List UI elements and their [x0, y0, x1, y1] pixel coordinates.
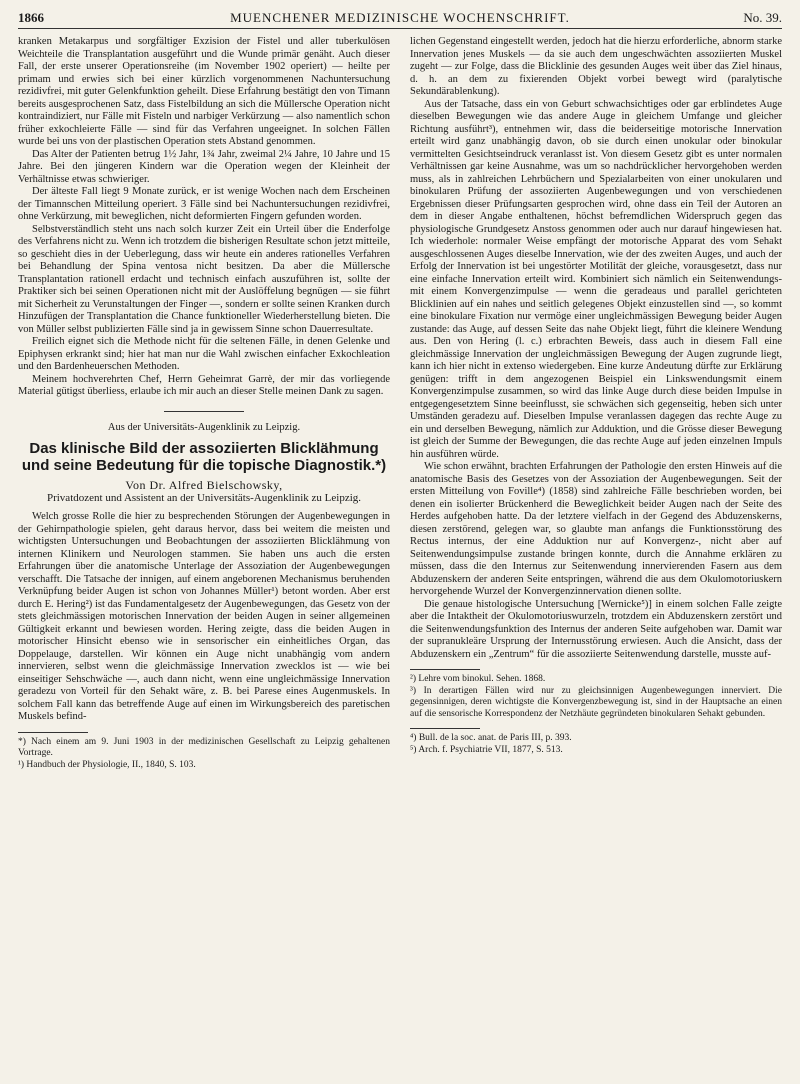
journal-title: MUENCHENER MEDIZINISCHE WOCHENSCHRIFT.: [230, 10, 570, 25]
paragraph: Welch grosse Rolle die hier zu besprechenden Störungen der Augenbewegungen in der Gehirnpathologie spielen, geht daraus hervor, dass bei weitem die meisten und wichtigsten Untersuchungen und Beobachtungen der assoziierten Blicklähmung von internen Klinikern und Neurologen stammen. Sie haben uns auch die ersten Erfahrungen über die anatomische Unterlage der Assoziation der Augenbewegungen verschafft. Die Tatsache der innigen, auf einem angeborenen Mechanismus beruhenden Verknüpfung beider Augen ist schon von Johannes Müller¹) betont worden. Aber erst durch E. Hering²) ist das Fundamentalgesetz der Augenbewegungen, das Gesetz von der stets gleichmässigen motorischen Innervation der beiden Augen in seiner allgemeinen Gültigkeit erkannt und bewiesen worden. Hering zeigte, dass die beiden Augen in motorischer Hinsicht ebenso wie in sensorischer ein einheitliches Organ, das Doppelauge, darstellen. Wir können ein Auge nicht unabhängig vom andern innervieren, selbst wenn die gleichmässige Innervation zwecklos ist — wie bei einseitiger Sehschwäche —, auch dann nicht, wenn eine ungleichmässige Innervation geradezu von Vorteil für den Sehakt wäre, z. B. bei Parese eines Augenmuskels. In solchem Fall kann das betreffende Auge auf einen im Wirkungsbereich des paretischen Muskels befind-: [18, 511, 390, 722]
footnote: ¹) Handbuch der Physiologie, II., 1840, S. 103.: [18, 759, 196, 770]
footnote-rule: [18, 732, 88, 733]
right-column: [410, 36, 782, 1076]
paragraph: kranken Metakarpus und sorgfältiger Exzision der Fistel und aller tuberkulösen Weichteile die Transplantation ausgeführt und die Wunde primär genäht. Auch dieser Fall, der erste unserer Operationsreihe (im November 1902 operiert) — heilte per primam und erwies sich bei einer kürzlich vorgenommenen Nachuntersuchung rezidivfrei, mit guter Gelenkfunktion geheilt. Diese Erfahrung bestätigt den von Timann bereits ausgesprochenen Satz, dass Fistelbildung an sich die Müllersche Operation nicht kontraindiziert, nur Fälle mit Fisteln und narbiger Verkürzung — also namentlich schon früher exkochleierte Fälle — sind für das Verfahren ungeeignet. In solchen Fällen wurde bei uns von der plastischen Operation stets Abstand genommen.: [18, 36, 390, 147]
article-title: Das klinische Bild der assoziierten Blicklähmung und seine Bedeutung für die topische Diagnostik.*): [21, 440, 387, 474]
paragraph: Meinem hochverehrten Chef, Herrn Geheimrat Garrè, der mir das vorliegende Material gütigst überliess, erlaube ich mir auch an dieser Stelle meinen Dank zu sagen.: [18, 373, 390, 397]
paragraph: Selbstverständlich steht uns nach solch kurzer Zeit ein Urteil über die Enderfolge des Verfahrens nicht zu. Wenn ich trotzdem die bisherigen Resultate schon jetzt mitteile, so geschieht dies in der Ueberlegung, dass wir heute ein anderes rationelles Verfahren bei Behandlung der Spina ventosa nicht besitzen. Da aber die Müllersche Transplantation rationell erdacht und technisch einfach auszuführen ist, sollte der Praktiker sich bei seinen Operationen nicht mit der Auslöffelung begnügen — sie führt mit Sicherheit zu Verunstaltungen der Finger —, sondern er sollte seinen Kranken durch Hinzufügen der Transplantation die Chance funktioneller Wiederherstellung bieten. Die von Müller selbst publizierten Fälle sind ja in gewissem Sinne schon Dauerresultate.: [18, 223, 390, 335]
paragraph: Freilich eignet sich die Methode nicht für die seltenen Fälle, in denen Gelenke und Epiphysen erkrankt sind; hier hat man nur die Wahl zwischen einfacher Exkochleation und den Bardenheuerschen Methoden.: [18, 336, 390, 372]
paragraph: lichen Gegenstand eingestellt werden, jedoch hat die hierzu erforderliche, abnorm starke Innervation jenes Muskels — da sie auch dem ungeschwächten assoziierten Muskel zugeht — zur Folge, dass die Blicklinie des gesunden Auges weit über das Ziel hinaus, d. h. an dem zu fixierenden Objekt vorbei bewegt wird (paralytische Sekundärablenkung).: [410, 36, 782, 97]
paragraph: Der älteste Fall liegt 9 Monate zurück, er ist wenige Wochen nach dem Erscheinen der Timannschen Mitteilung operiert. 3 Fälle sind bei Nachuntersuchungen rezidivfrei, ohne Verkürzung, mit beweglichen, nicht deformierten Fingern gefunden worden.: [18, 186, 390, 222]
section-divider: [164, 411, 244, 412]
footnote: ⁵) Arch. f. Psychiatrie VII, 1877, S. 513.: [410, 744, 563, 755]
footnote: *) Nach einem am 9. Juni 1903 in der medizinischen Gesellschaft zu Leipzig gehaltenen Vortrage.: [18, 736, 390, 758]
footnote: ⁴) Bull. de la soc. anat. de Paris III, p. 393.: [410, 733, 572, 743]
footnote: ³) In derartigen Fällen wird nur zu gleichsinnigen Augenbewegungen innerviert. Die gegensinnigen, deren wichtigste die Konvergenzbewegung ist, sind in der Hauptsache an einen auf die sensorische Korrespondenz der Netzhäute gegründeten binokularen Sehakt gebunden.: [410, 685, 782, 719]
affiliation-line: Privatdozent und Assistent an der Universitäts-Augenklinik zu Leipzig.: [46, 492, 362, 504]
institution-line: Aus der Universitäts-Augenklinik zu Leipzig.: [107, 421, 301, 433]
page-number: 1866: [18, 10, 44, 25]
footnote-rule: [410, 728, 480, 729]
author-line: Von Dr. Alfred Bielschowsky,: [125, 478, 283, 492]
page-header: [18, 8, 782, 29]
footnote: ²) Lehre vom binokul. Sehen. 1868.: [410, 674, 546, 684]
left-column: [18, 36, 390, 1076]
paragraph: Die genaue histologische Untersuchung [Wernicke⁵)] in einem solchen Falle zeigte aber die Intaktheit der Okulomotoriuswurzeln, trotzdem ein Abduzenskern zerstört und die Seitenwendungsfunktion des Internus der anderen Seite aufgehoben war. Damit war der supranukleäre Ursprung der Internusstörung erwiesen. Auch die Ansicht, dass der Abduzenskern ein „Zentrum“ für die assoziierte Seitenwendung darstelle, musste auf-: [410, 598, 782, 660]
footnote-rule: [410, 669, 480, 670]
issue-number: No. 39.: [743, 10, 782, 25]
paragraph: Aus der Tatsache, dass ein von Geburt schwachsichtiges oder gar erblindetes Auge dieselben Bewegungen wie das andere Auge in gleichem Umfange und gleicher Richtung ausführt³), entnehmen wir, dass die beiderseitige motorische Innervation erteilt wird ganz unabhängig davon, ob sie durch einen unokular oder binokular vermittelten Gesichtseindruck veranlasst ist. Von diesem Gesetz gibt es unter normalen Verhältnissen gar keine Ausnahme, was um so nachdrücklicher hervorgehoben werden muss, als in zahlreichen Lehrbüchern und Spezialarbeiten von einer unokularen und binokularen Prüfung der assoziierten Augenbewegungen und von verschiedenen Ergebnissen dieser Prüfungsarten gesprochen wird, ohne dass ein Teil der Autoren an dem in dieser Angabe enthaltenen, höchst befremdlichen Widerspruch gegen das physiologische Grundgesetz Anstoss genommen oder auch nur darauf hingewiesen hat. Ich wiederhole: normaler Weise empfängt der motorische Apparat des vom Sehakt ausgeschlossenen Auges dieselbe Innervation, wie der des zweiten Auges, und auch der Erfolg der Innervation ist bei ungestörter Motilität der gleiche, vorausgesetzt, dass nur eine einfache Innervation erteilt wird. Kombiniert sich nämlich ein Seitenwendungs- mit einem Konvergenzimpulse — wenn die geradeaus und parallel gerichteten Blicklinien auf ein nahes und seitlich gelegenes Objekt einzustellen sind —, so kommt eine binokulare Fixation nur vermöge einer ungleichmässigen Bewegung beider Augen zustande: das Auge, auf dessen Seite das nahe Objekt liegt, führt die kleinere Wendung aus. Den von Hering (l. c.) erbrachten Beweis, dass auch in diesem Fall eine gleichmässige Innervation der ungleichmässigen Bewegung der Augen zugrunde liegt, kann ich hier nicht in extenso wiedergeben. Eine kurze Andeutung dürfte zur Erklärung genügen: trifft in dem angezogenen Beispiel ein Linkswendungsmit einem Konvergenzimpulse zusammen, so wird das linke Auge durch diese beiden Impulse in entgegengesetztem Sinne beeinflusst, sie schwächen sich gegenseitig, heben sich unter Umständen geradezu auf. Dieselben Impulse veranlassen dagegen das rechte Auge zu ein und derselben Bewegung, nämlich zur Adduktion, und die Grösse dieser Bewegung ist gleich der Summe der Bewegungen, die das rechte Auge auf jeden einzelnen Impuls hin ausführen würde.: [410, 98, 782, 460]
paragraph: Wie schon erwähnt, brachten Erfahrungen der Pathologie den ersten Hinweis auf die anatomische Basis des Gesetzes von der Assoziation der Augenbewegungen. Seit der ersten Mitteilung von Foville⁴) (1858) sind zahlreiche Fälle beschrieben worden, bei denen ein isolierter Brückenherd die Beweglichkeit beider Augen nach der Seite des Herdes aufgehoben hatte. Da der letztere vielfach in der Gegend des Abduzenskerns, diesen zerstörend, gelegen war, so glaubte man anfangs die Funktionsstörung des Rectus internus, der eine Adduktion nur auf Konvergenz-, nicht aber auf Seitenwendungsimpulse zustande bringen konnte, durch die Annahme erklären zu müssen, dass die den Internus zur Seitenwendung innervierenden Fasern aus dem Abduzenskern der anderen Seite entspringen, während die aus dem Okulomotoriuskern hervorgehende Wurzel der Konvergenzinnervation dienen sollte.: [410, 461, 782, 597]
paragraph: Das Alter der Patienten betrug 1½ Jahr, 1¾ Jahr, zweimal 2¼ Jahre, 10 Jahre und 15 Jahre. Bei den jüngeren Kindern war die Operation wegen der Kleinheit der Verhältnisse etwas schwieriger.: [18, 148, 390, 185]
